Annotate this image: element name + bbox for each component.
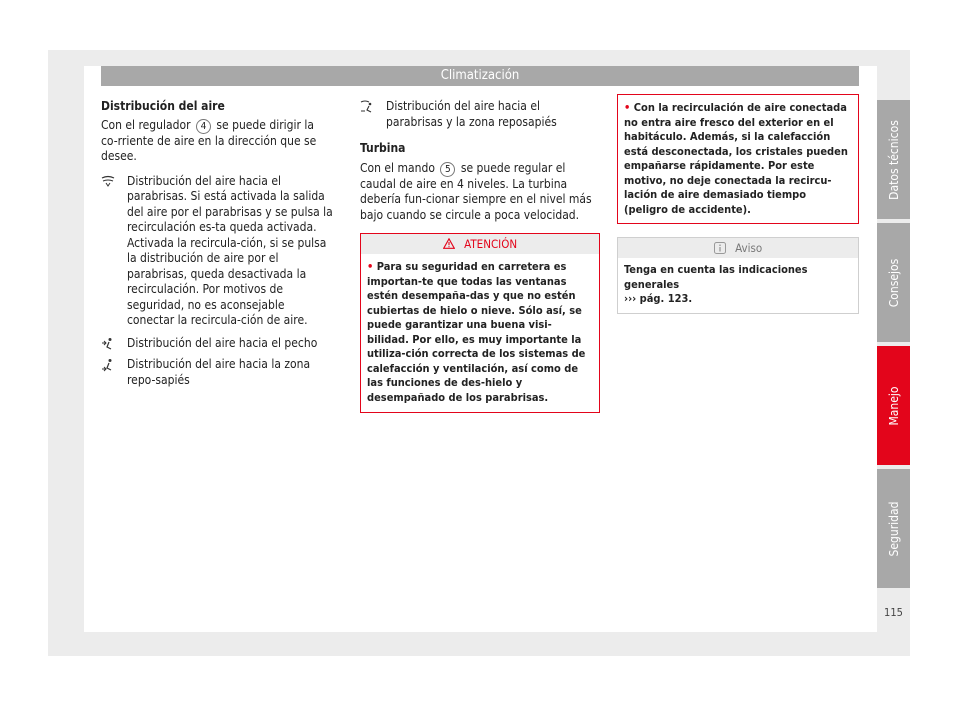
control-number-badge: 5 — [440, 162, 455, 177]
windshield-footwell-air-icon — [360, 100, 374, 114]
intro-paragraph — [101, 118, 333, 165]
tab-label: Consejos — [886, 258, 901, 307]
list-item — [101, 336, 333, 352]
note-title: Aviso — [735, 241, 763, 255]
tab-manejo[interactable] — [877, 346, 910, 465]
page-number: 115 — [884, 606, 903, 619]
list-item — [101, 357, 333, 388]
intro-text-end: se puede dirigir la co-rriente de aire en la dirección que se desee. — [101, 117, 317, 163]
list-item — [101, 174, 333, 329]
column-1 — [101, 99, 333, 388]
tab-seguridad[interactable] — [877, 469, 910, 588]
bullet: • — [624, 101, 631, 114]
note-body — [618, 258, 858, 313]
windshield-air-icon — [101, 175, 115, 189]
section-heading: Turbina — [360, 141, 406, 155]
warning-text: Con la recirculación de aire conectada no entra aire fresco del exterior en el habitáculo. Además, si la calefacción está desconectada, los cristales pueden empañarse rápidamente. Por este motivo, no deje conectada la recircu-lación de aire demasiado tiempo (peligro de accidente). — [624, 101, 848, 216]
paragraph-text-start: Con el mando — [360, 160, 435, 175]
tab-label: Manejo — [886, 385, 901, 426]
footwell-air-icon — [101, 358, 115, 372]
warning-box-continued — [617, 94, 859, 224]
tab-label: Datos técnicos — [886, 119, 901, 200]
bullet: • — [367, 260, 374, 273]
section-header: Climatización — [101, 66, 859, 86]
column-3 — [617, 99, 859, 314]
chest-air-icon — [101, 337, 115, 351]
tab-label: Seguridad — [886, 501, 901, 556]
tab-datos-tecnicos[interactable] — [877, 100, 910, 219]
turbina-paragraph — [360, 161, 600, 224]
page-reference-link[interactable]: ››› pág. 123. — [624, 292, 693, 305]
list-item-text: Distribución del aire hacia la zona repo-sapiés — [127, 357, 311, 387]
control-number-badge: 4 — [196, 119, 211, 134]
list-item-text: Distribución del aire hacia el pecho — [127, 335, 318, 350]
warning-text: Para su seguridad en carretera es importan-te que todas las ventanas estén desempaña-das y que no estén cubiertas de hielo o nieve. Sólo así, se puede garantizar una buena visi-bilidad. Por ello, es muy importante la utiliza-ción correcta de los sistemas de calefacción y ventilación, así como de las funciones de des-hielo y desempañado de los parabrisas. — [367, 260, 586, 404]
note-box — [617, 237, 859, 314]
warning-title: ATENCIÓN — [464, 237, 518, 251]
list-item — [360, 99, 600, 130]
warning-triangle-icon — [443, 238, 455, 249]
column-2 — [360, 99, 600, 413]
note-text: Tenga en cuenta las indicaciones generales — [624, 263, 808, 291]
intro-text-start: Con el regulador — [101, 117, 191, 132]
info-icon — [714, 242, 726, 254]
section-heading: Distribución del aire — [101, 99, 225, 113]
list-item-text: Distribución del aire hacia el parabrisas. Si está activada la salida del aire por el parabrisas y se pulsa la recirculación es-ta queda activada. Activada la recircula-ción, si se pulsa la distribución de aire por el parabrisas, queda desactivada la recirculación. Por motivos de seguridad, no es aconsejable conectar la recircula-ción de aire. — [127, 173, 333, 327]
note-header — [618, 238, 858, 258]
warning-header — [361, 234, 599, 254]
list-item-text: Distribución del aire hacia el parabrisas y la zona reposapiés — [386, 99, 557, 129]
warning-box — [360, 233, 600, 413]
warning-body — [361, 254, 599, 412]
tab-consejos[interactable] — [877, 223, 910, 342]
paragraph-text-end: se puede regular el caudal de aire en 4 niveles. La turbina debería fun-cionar siempre en el nivel más bajo cuando se circule a poca velocidad. — [360, 160, 592, 222]
